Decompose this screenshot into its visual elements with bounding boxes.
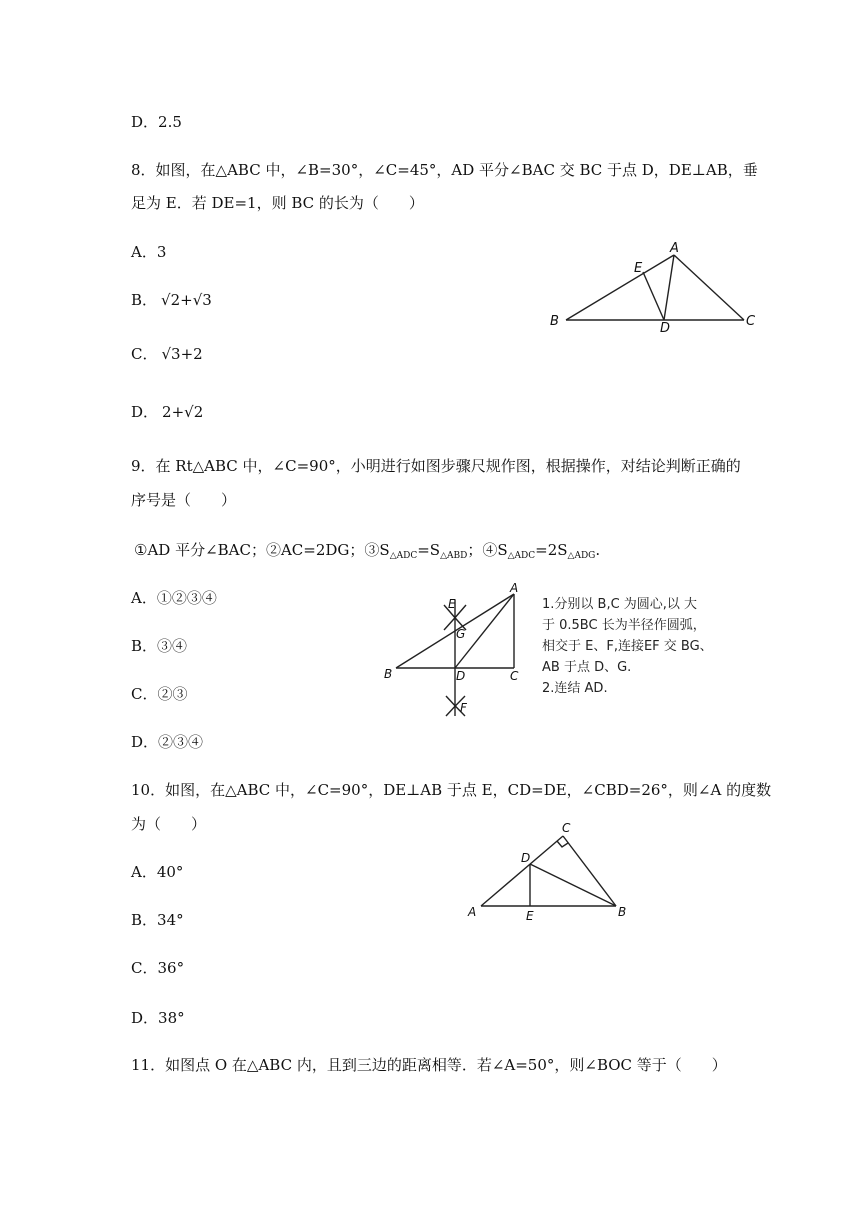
q8-option-d-label: D． [131,403,159,421]
q11-stem-line1: 11．如图点 O 在△ABC 内，且到三边的距离相等．若∠A=50°，则∠BOC 等于（ ） [131,1056,727,1074]
q10-stem-line2: 为（ ） [131,815,207,833]
q9-subscript-3: △ADC [507,551,536,561]
q10-label-c: C [562,821,571,835]
q10-figure [460,818,635,928]
q8-option-b-math: √2+√3 [161,291,212,309]
q9-subscript-4: △ADG [567,551,596,561]
q8-segment-ab [566,255,674,320]
q9-conditions-text4: =2S [535,541,568,559]
q9-label-f: F [460,701,467,715]
q8-label-d: D [660,321,671,336]
q9-label-g: G [456,627,466,641]
q8-stem-line1: 8．如图，在△ABC 中，∠B=30°，∠C=45°，AD 平分∠BAC 交 BC 于点 D，DE⊥AB，垂 [131,161,758,179]
q10-option-c: C．36° [131,959,185,977]
q9-option-a: A．①②③④ [131,589,217,607]
q8-label-c: C [746,314,756,329]
q8-option-b [131,290,212,310]
q9-conditions-text1: ①AD 平分∠BAC；②AC=2DG；③S [134,541,390,559]
q10-option-d: D．38° [131,1009,185,1027]
q10-segment-ac [481,836,563,906]
q9-stem-line2: 序号是（ ） [131,491,237,509]
q9-note-line5: 2.连结 AD. [542,681,608,696]
q9-label-e: E [448,597,456,611]
q9-option-d: D．②③④ [131,733,204,751]
q8-option-d-math: 2+√2 [162,403,204,421]
q9-note-line3: 相交于 E、F,连接EF 交 BG、 [542,639,713,654]
q8-option-c [131,344,203,364]
q8-figure [540,236,770,336]
q9-label-a: A [510,581,519,595]
q9-conditions [134,540,600,566]
q8-option-c-math: √3+2 [161,345,203,363]
q10-label-b: B [618,905,627,919]
q9-label-d: D [456,669,466,683]
q8-label-e: E [634,261,643,276]
q8-option-a: A．3 [131,243,167,261]
q8-label-b: B [550,314,559,329]
prev-option-d: D．2.5 [131,113,182,131]
q10-segment-bd [530,864,616,906]
q10-stem-line1: 10．如图，在△ABC 中，∠C=90°，DE⊥AB 于点 E，CD=DE，∠CBD=26°，则∠A 的度数 [131,781,772,799]
q8-option-c-label: C． [131,345,158,363]
q9-construction-note [542,594,732,699]
q8-option-d [131,402,203,422]
q9-note-line2: 于 0.5BC 长为半径作圆弧， [542,618,706,633]
q8-segment-de [643,272,664,320]
q9-option-c: C．②③ [131,685,188,703]
q9-subscript-1: △ADC [389,551,418,561]
q8-stem-line2: 足为 E．若 DE=1，则 BC 的长为（ ） [131,194,424,212]
q10-option-b: B．34° [131,911,184,929]
q9-option-b: B．③④ [131,637,188,655]
q9-note-line4: AB 于点 D、G. [542,660,632,675]
q9-subscript-2: △ABD [440,551,468,561]
q9-conditions-end: . [595,541,601,559]
q9-conditions-text2: =S [417,541,441,559]
q9-figure [380,580,530,722]
q9-conditions-text3: ；④S [467,541,508,559]
q9-stem-line1: 9．在 Rt△ABC 中，∠C=90°，小明进行如图步骤尺规作图，根据操作，对结论判断正确的 [131,457,741,475]
q10-option-a: A．40° [131,863,184,881]
q10-label-a: A [468,905,477,919]
q8-segment-ad [664,255,674,320]
q9-label-c: C [510,669,519,683]
q9-label-b: B [384,667,393,681]
q8-label-a: A [670,241,679,256]
q8-option-b-label: B． [131,291,158,309]
q10-right-angle-mark [557,841,568,847]
q10-segment-bc [563,836,616,906]
q8-segment-ac [674,255,744,320]
q10-label-d: D [521,851,531,865]
q10-label-e: E [526,909,534,923]
q9-note-line1: 1.分别以 B,C 为圆心,以 大 [542,597,698,612]
